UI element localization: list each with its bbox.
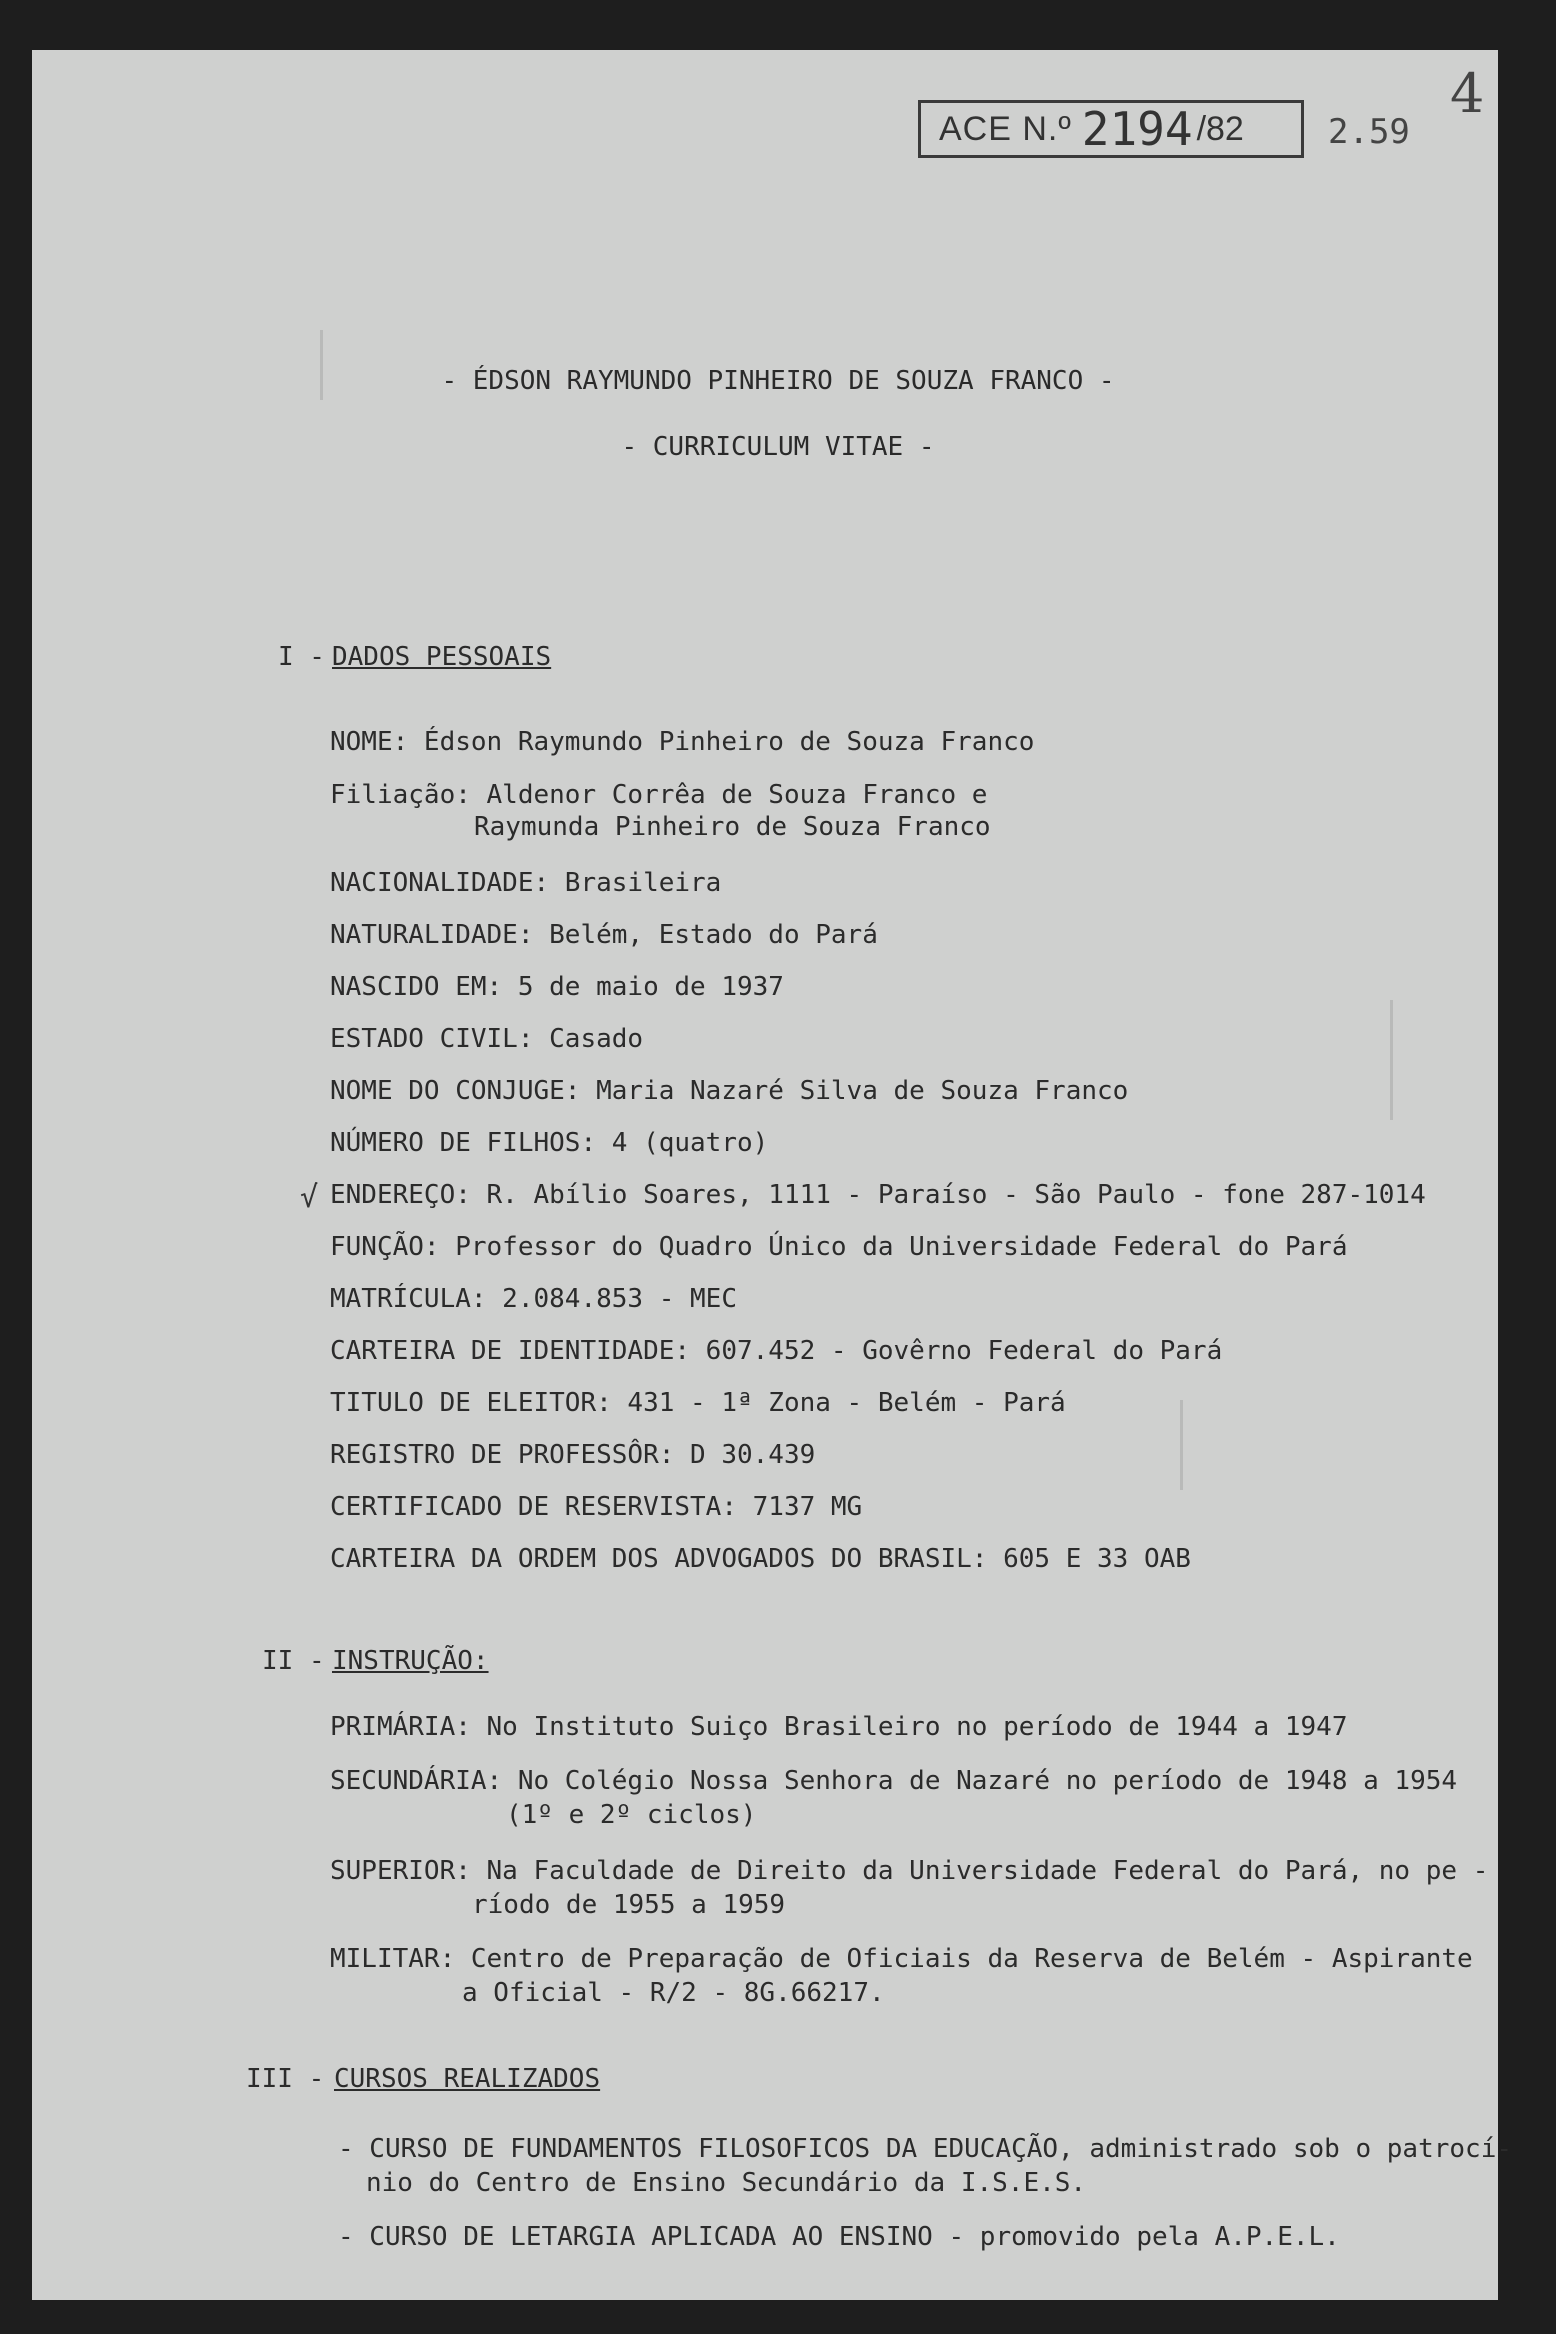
name-heading: - ÉDSON RAYMUNDO PINHEIRO DE SOUZA FRANCO - (441, 366, 1115, 396)
field-line: FUNÇÃO: Professor do Quadro Único da Universidade Federal do Pará (330, 1232, 1348, 1262)
instruction-line: a Oficial - R/2 - 8G.66217. (462, 1978, 885, 2008)
section-title-dados: DADOS PESSOAIS (332, 642, 552, 672)
field-line: NACIONALIDADE: Brasileira (330, 868, 722, 898)
field-line: CERTIFICADO DE RESERVISTA: 7137 MG (330, 1492, 863, 1522)
stamp-prefix: ACE N.º (939, 109, 1072, 148)
field-line: Filiação: Aldenor Corrêa de Souza Franco e (330, 780, 988, 810)
instruction-line: (1º e 2º ciclos) (506, 1800, 757, 1830)
section-numeral: III - (246, 2064, 325, 2094)
section-numeral: I - (278, 642, 325, 672)
field-line: CARTEIRA DE IDENTIDADE: 607.452 - Govêrno Federal do Pará (330, 1336, 1223, 1366)
field-line: MATRÍCULA: 2.084.853 - MEC (330, 1284, 737, 1314)
field-line: NOME: Édson Raymundo Pinheiro de Souza Franco (330, 727, 1035, 757)
check-mark: √ (300, 1180, 319, 1215)
field-line: REGISTRO DE PROFESSÔR: D 30.439 (330, 1440, 816, 1470)
document-subtitle: - CURRICULUM VITAE - (621, 432, 935, 462)
course-line: nio do Centro de Ensino Secundário da I.S.E.S. (366, 2168, 1087, 2198)
corner-mark: 4 (1450, 62, 1485, 125)
field-line: ENDEREÇO: R. Abílio Soares, 1111 - Paraíso - São Paulo - fone 287-1014 (330, 1180, 1426, 1210)
section-title-cursos: CURSOS REALIZADOS (334, 2064, 601, 2094)
field-line: NATURALIDADE: Belém, Estado do Pará (330, 920, 878, 950)
instruction-line: SUPERIOR: Na Faculdade de Direito da Universidade Federal do Pará, no pe - (330, 1856, 1489, 1886)
field-line: NOME DO CONJUGE: Maria Nazaré Silva de Souza Franco (330, 1076, 1129, 1106)
archive-stamp (918, 100, 1304, 158)
scratch-mark (1180, 1400, 1183, 1490)
instruction-line: SECUNDÁRIA: No Colégio Nossa Senhora de Nazaré no período de 1948 a 1954 (330, 1766, 1458, 1796)
scratch-mark (1390, 1000, 1393, 1120)
instruction-line: PRIMÁRIA: No Instituto Suiço Brasileiro no período de 1944 a 1947 (330, 1712, 1348, 1742)
instruction-line: MILITAR: Centro de Preparação de Oficiais da Reserva de Belém - Aspirante (330, 1944, 1473, 1974)
section-numeral: II - (262, 1646, 325, 1676)
section-title-instrucao: INSTRUÇÃO: (332, 1646, 489, 1676)
field-line: NASCIDO EM: 5 de maio de 1937 (330, 972, 784, 1002)
field-line: Raymunda Pinheiro de Souza Franco (474, 812, 991, 842)
course-line: - CURSO DE LETARGIA APLICADA AO ENSINO - promovido pela A.P.E.L. (338, 2222, 1340, 2252)
field-line: ESTADO CIVIL: Casado (330, 1024, 644, 1054)
stamp-year: /82 (1196, 109, 1244, 148)
field-line: TITULO DE ELEITOR: 431 - 1ª Zona - Belém - Pará (330, 1388, 1066, 1418)
page-number: 2.59 (1328, 112, 1410, 152)
stamp-number: 2194 (1081, 102, 1193, 156)
instruction-line: ríodo de 1955 a 1959 (472, 1890, 786, 1920)
course-line: - CURSO DE FUNDAMENTOS FILOSOFICOS DA EDUCAÇÃO, administrado sob o patrocí- (338, 2134, 1512, 2164)
field-line: CARTEIRA DA ORDEM DOS ADVOGADOS DO BRASIL: 605 E 33 OAB (330, 1544, 1191, 1574)
field-line: NÚMERO DE FILHOS: 4 (quatro) (330, 1128, 769, 1158)
